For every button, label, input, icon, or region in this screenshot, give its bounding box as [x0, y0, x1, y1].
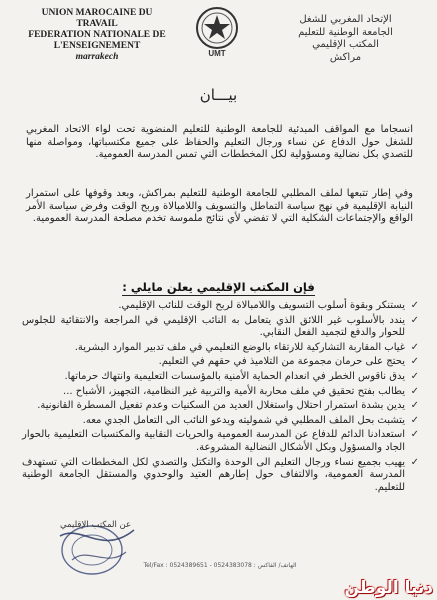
- list-item: ✓ يهيب بجميع نساء ورجال التعليم الى الوحدة والتكتل والتصدي لكل المخططات التي تستهدف المدرسة العمومية، والالتفاف حول إطارهم العتيد والوحدوي والمستقل الجامعة الوطنية للتعليم.: [22, 456, 419, 493]
- context-paragraph: وفي إطار تتبعها لملف المطلبي للجامعة الوطنية للتعليم بمراكش، وبعد وقوفها على استمرار النيابة الإقليمية في نهج سياسة التماطل والتسويف واللامبالاة وربح الوقت وفرض سياسة الأمر الواقع والإجتماعات الشكلية التي لا تفضي لأي نتائج ملموسة تخدم مصلحة المدرسة العمومية.: [26, 188, 413, 225]
- header-arabic-line: الجامعة الوطنية للتعليم: [298, 26, 393, 38]
- header-french-line: L'ENSEIGNEMENT: [53, 41, 141, 51]
- header-french-line: FEDERATION NATIONALE DE: [28, 30, 166, 40]
- signature-label: عن المكتب الإقليمي: [60, 520, 132, 530]
- list-item: ✓ يدق ناقوس الخطر في انعدام الحماية الأمنية بالمؤسسات التعليمية وانتهاك حرماتها.: [64, 370, 419, 382]
- header-arabic-line: المكتب الإقليمي: [312, 39, 379, 50]
- watermark-logo: دنيا الوطن: [344, 578, 433, 598]
- check-icon: ✓: [410, 370, 419, 382]
- header-arabic-line: الإتحاد المغربي للشغل: [299, 14, 392, 25]
- list-item: ✓ يطالب بفتح تحقيق في ملف محاربة الأمية والتربية غير النظامية، التجهيز، الأشباح ...: [63, 385, 419, 397]
- check-icon: ✓: [410, 414, 419, 426]
- list-item: ✓ غياب المقاربة التشاركية للارتقاء بالوضع التعليمي في ملف تدبير الموارد البشرية.: [74, 341, 419, 353]
- document-title: بيـــان: [199, 86, 238, 104]
- header-arabic: [268, 14, 423, 64]
- check-icon: ✓: [410, 385, 419, 397]
- list-item: ✓ استعدادنا الدائم للدفاع عن المدرسة العمومية والحريات النقابية والمكتسبات التعليمية بالحوار الجاد والمسؤول وبكل الأشكال النضالية المشروعة.: [22, 429, 419, 453]
- header-french-city: marrakech: [75, 52, 119, 62]
- check-icon: ✓: [410, 429, 419, 441]
- check-icon: ✓: [410, 356, 419, 368]
- check-icon: ✓: [410, 456, 419, 468]
- check-icon: ✓: [410, 341, 419, 353]
- umt-logo: [193, 6, 241, 58]
- header-arabic-line: مراكش: [329, 51, 362, 63]
- check-icon: ✓: [410, 314, 419, 326]
- header-french: [22, 8, 172, 63]
- list-item: ✓ يندد بالأسلوب غير اللائق الذي يتعامل به النائب الإقليمي في المراجعة والانتقائية للجلوس للحوار والدفع لتجميد الفعل النقابي.: [22, 314, 419, 339]
- list-item: ✓ يتشبث بحل الملف المطلبي في شموليته ويدعو النائب الى التعامل الجدي معه.: [82, 414, 419, 426]
- list-item: ✓ يستنكر وبقوة أسلوب التسويف واللامبالاة لربح الوقت للنائب الإقليمي.: [118, 300, 419, 311]
- check-icon: ✓: [410, 400, 419, 412]
- list-item: ✓ يدين بشدة استمرار احتلال واستغلال العديد من السكنيات وعدم تفعيل المسطرة القانونية.: [37, 400, 419, 412]
- footer-contact: Tel/Fax : 0524389651 - 0524383078 : الهاتف/ الفاكس: [143, 562, 297, 569]
- declaration-heading: [0, 280, 437, 294]
- logo-text: UMT: [208, 49, 226, 58]
- intro-paragraph: انسجاما مع المواقف المبدئية للجامعة الوطنية للتعليم المنضوية تحت لواء الاتحاد المغربي للشغل حول الدفاع عن نساء ورجال التعليم والحفاظ على جميع مكتسباتها، ومواصلة منها للتصدي بكل نضالية ومسؤولية لكل المخططات التي تمس المدرسة العمومية.: [26, 124, 413, 161]
- check-icon: ✓: [410, 300, 419, 311]
- list-item: ✓ يحتج على حرمان مجموعة من التلاميذ في حقهم في التعليم.: [158, 356, 419, 368]
- declaration-heading-text: فإن المكتب الإقليمي يعلن مايلي :: [122, 280, 315, 294]
- declaration-list: [22, 300, 419, 496]
- header-french-line: UNION MAROCAINE DU TRAVAIL: [41, 8, 153, 29]
